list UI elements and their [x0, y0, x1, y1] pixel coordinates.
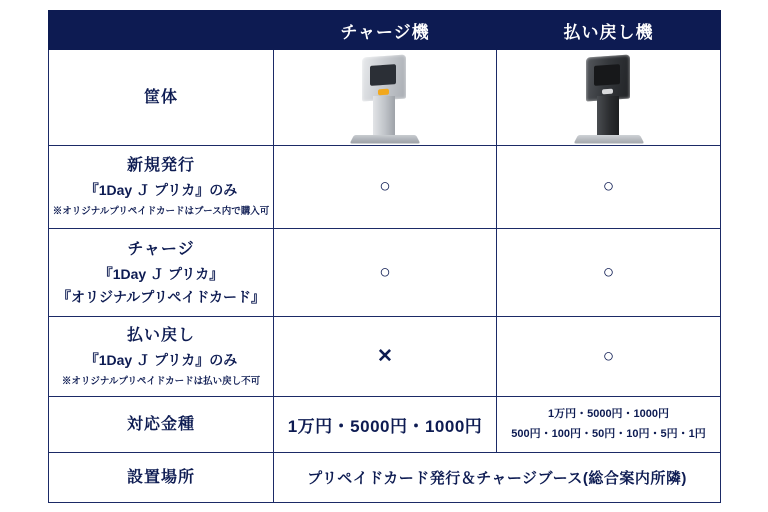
- kiosk-screen: [370, 64, 396, 86]
- cell-location-value: プリペイドカード発行＆チャージブース(総合案内所隣): [274, 453, 721, 503]
- row-label-new-issue: [49, 146, 274, 229]
- row-label-charge: [49, 229, 274, 317]
- kiosk-card-slot: [378, 88, 389, 95]
- kiosk-base: [350, 135, 421, 144]
- table-row-charge: [49, 229, 721, 317]
- cell-refund-refund: ○: [497, 317, 721, 397]
- row-label-location: [49, 453, 274, 503]
- kiosk-card-slot: [602, 88, 613, 94]
- kiosk-light-icon: [346, 56, 424, 144]
- row-label-charge-title: チャージ: [127, 240, 195, 258]
- header-charge-machine: チャージ機: [274, 11, 497, 50]
- denominations-refund-line2: 500円・100円・50円・10円・5円・1円: [511, 427, 706, 440]
- row-label-denominations: [49, 397, 274, 453]
- cell-new-issue-charge: ○: [274, 146, 497, 229]
- kiosk-dark-icon: [570, 56, 648, 144]
- row-label-new-issue-title: 新規発行: [126, 157, 195, 175]
- row-label-cabinet-text: 筐体: [143, 88, 178, 106]
- row-label-new-issue-note: ※オリジナルプリペイドカードはブース内で購入可: [52, 206, 270, 218]
- cell-new-issue-refund: ○: [497, 146, 721, 229]
- cell-cabinet-charge: [274, 50, 497, 146]
- table-header-row: [49, 11, 721, 50]
- kiosk-post: [373, 96, 395, 136]
- kiosk-screen: [594, 64, 620, 86]
- header-refund-machine: 払い戻し機: [497, 11, 721, 50]
- cell-denominations-refund: [497, 397, 721, 453]
- machine-comparison-table: [48, 10, 721, 503]
- row-label-refund: [49, 317, 274, 397]
- cell-cabinet-refund: [497, 50, 721, 146]
- row-label-location-title: 設置場所: [126, 468, 195, 486]
- table-row-denominations: [49, 397, 721, 453]
- refund-machine-image: [497, 52, 720, 144]
- charge-machine-image: [274, 52, 496, 144]
- row-label-refund-title: 払い戻し: [126, 326, 195, 344]
- table-row-location: [49, 453, 721, 503]
- cell-denominations-charge: 1万円・5000円・1000円: [274, 397, 497, 453]
- row-label-charge-sub2: 『オリジナルプリペイドカード』: [56, 288, 266, 305]
- kiosk-base: [573, 135, 644, 144]
- cell-charge-refund: ○: [497, 229, 721, 317]
- table-row-refund: [49, 317, 721, 397]
- row-label-new-issue-sub: 『1Day Ｊ プリカ』のみ: [84, 182, 238, 199]
- denominations-refund-line1: 1万円・5000円・1000円: [547, 407, 670, 420]
- kiosk-post: [597, 96, 619, 136]
- cell-refund-charge: ✕: [274, 317, 497, 397]
- row-label-refund-note: ※オリジナルプリペイドカードは払い戻し不可: [61, 375, 261, 387]
- row-label-charge-sub: 『1Day Ｊ プリカ』: [98, 265, 224, 282]
- header-blank-cell: [49, 11, 274, 50]
- table-row-cabinet: [49, 50, 721, 146]
- table-row-new-issue: [49, 146, 721, 229]
- row-label-refund-sub: 『1Day Ｊ プリカ』のみ: [84, 351, 238, 368]
- row-label-denominations-title: 対応金種: [126, 415, 195, 433]
- row-label-cabinet: [49, 50, 274, 146]
- cell-charge-charge: ○: [274, 229, 497, 317]
